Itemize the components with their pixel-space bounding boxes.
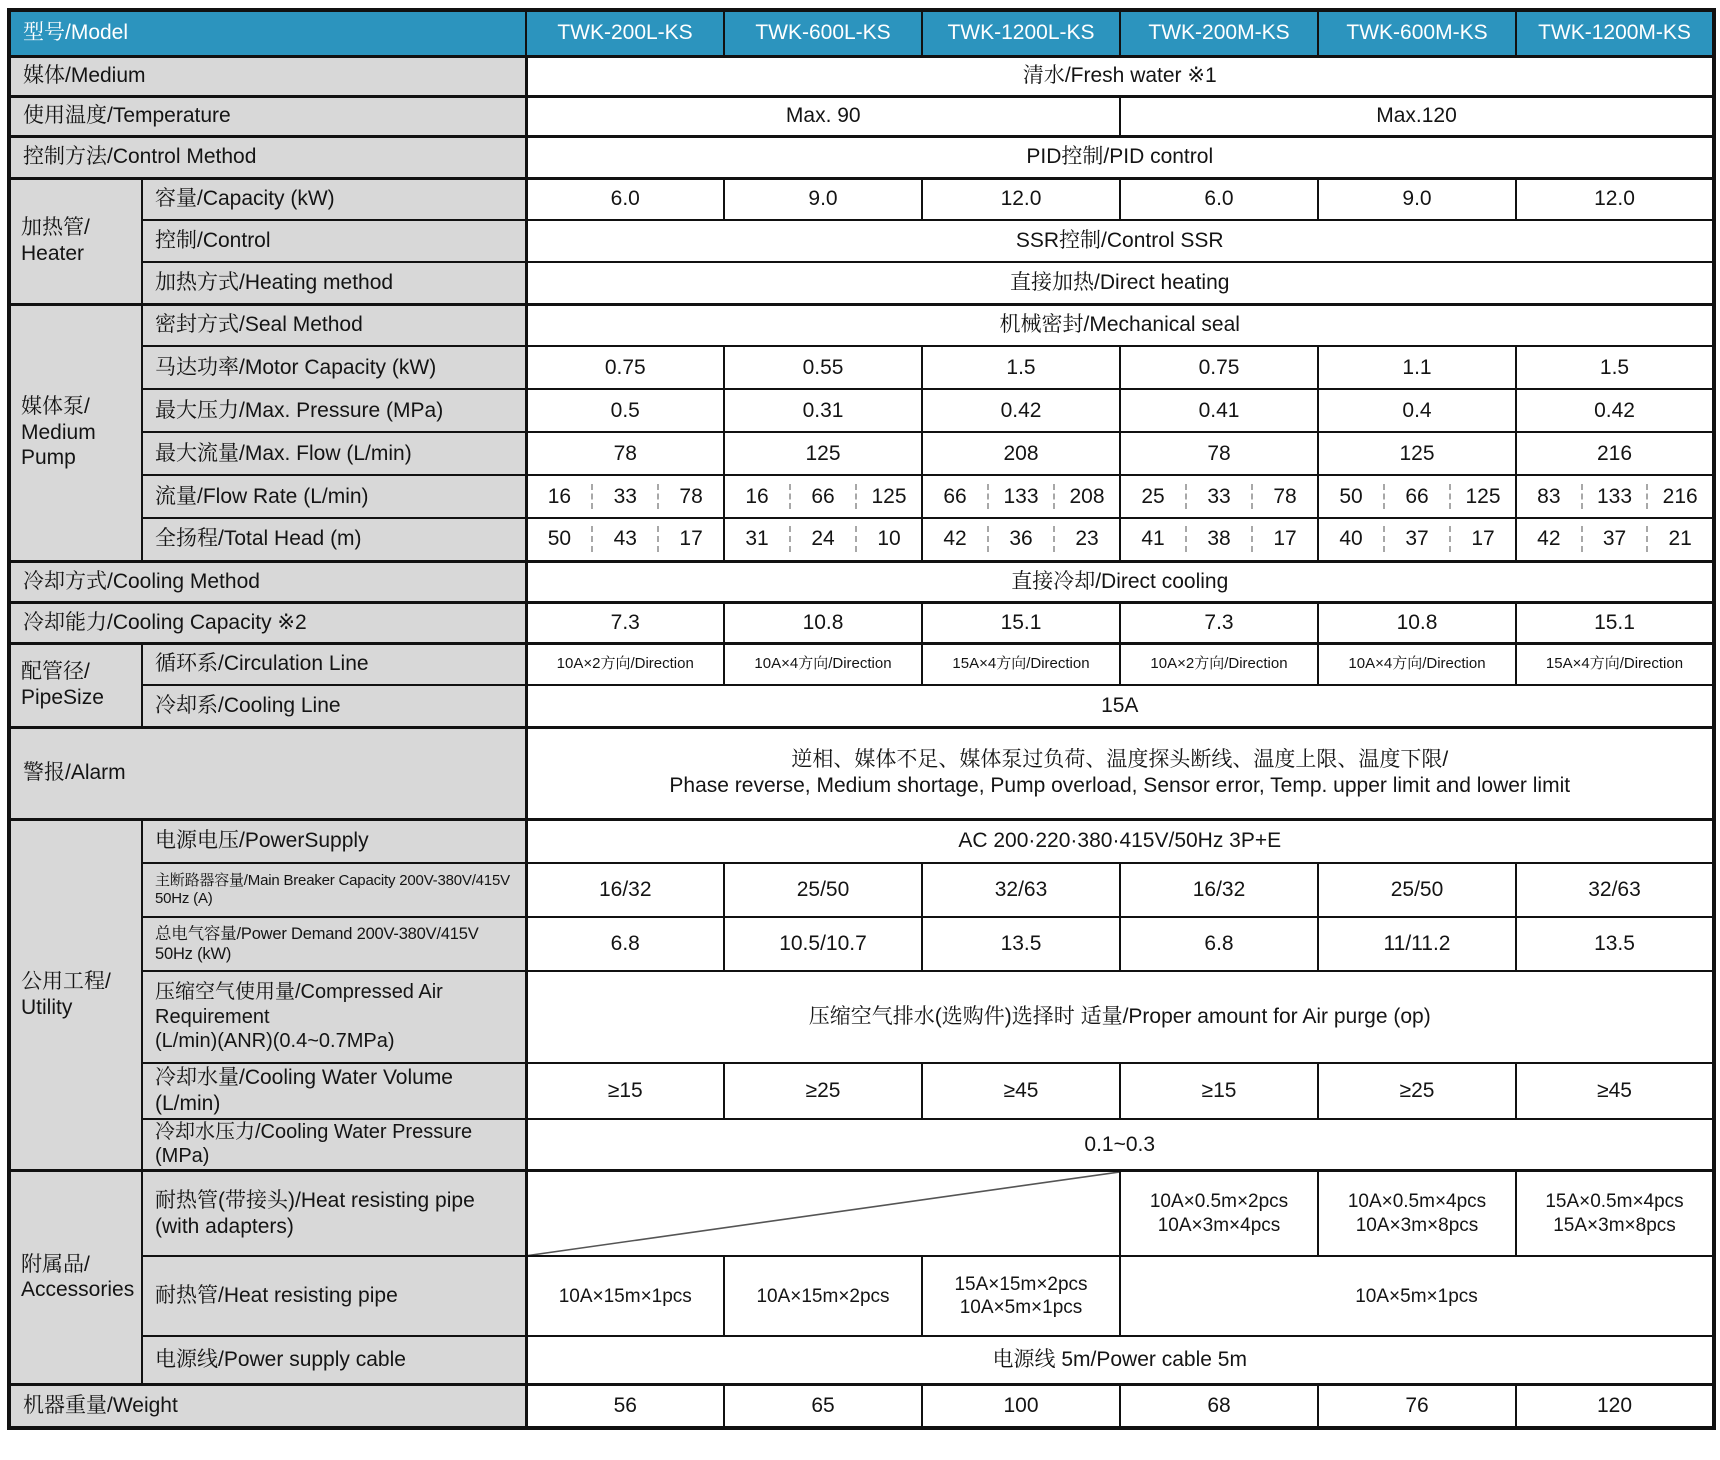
flow-rate-cell	[922, 475, 1120, 518]
weight-row	[9, 1384, 1714, 1428]
total-head-value: 23	[1053, 526, 1119, 552]
model-header-col6: TWK-1200M-KS	[1516, 10, 1714, 56]
power-cable-label: 电源线/Power supply cable	[142, 1336, 526, 1384]
heat-pipe-row	[9, 1256, 1714, 1336]
pipe-value-line: 10A×5m×1pcs	[959, 1297, 1083, 1319]
max-flow-value: 125	[1318, 432, 1516, 475]
motor-capacity-value: 1.5	[1516, 346, 1714, 389]
max-flow-value: 78	[526, 432, 724, 475]
power-supply-label: 电源电压/PowerSupply	[142, 819, 526, 863]
heater-control-row	[9, 220, 1714, 262]
flow-rate-value: 66	[943, 484, 967, 508]
control-method-label: 控制方法/Control Method	[9, 136, 526, 178]
capacity-value: 12.0	[1516, 178, 1714, 220]
power-demand-value: 11/11.2	[1318, 917, 1516, 971]
alarm-line-zh: 逆相、媒体不足、媒体泵过负荷、温度探头断线、温度上限、温度下限/	[791, 748, 1449, 772]
total-head-value: 41	[1141, 527, 1165, 551]
total-head-row	[9, 518, 1714, 561]
circulation-line-value: 10A×4方向/Direction	[724, 643, 922, 685]
heat-pipe-value	[922, 1256, 1120, 1336]
cooling-capacity-value: 15.1	[922, 602, 1120, 643]
cooling-method-label: 冷却方式/Cooling Method	[9, 561, 526, 602]
diagonal-slash	[528, 1172, 1120, 1256]
total-head-cell	[1318, 518, 1516, 561]
flow-rate-value: 83	[1537, 484, 1561, 508]
alarm-line-en: Phase reverse, Medium shortage, Pump overload, Sensor error, Temp. upper limit and lower limit	[669, 774, 1571, 797]
cooling-capacity-value: 7.3	[526, 602, 724, 643]
total-head-value: 43	[591, 526, 657, 552]
medium-label: 媒体/Medium	[9, 56, 526, 96]
cooling-water-volume-value: ≥25	[724, 1063, 922, 1119]
utility-group-label	[9, 819, 142, 1170]
total-head-value: 50	[547, 527, 572, 551]
power-demand-value: 6.8	[1120, 917, 1318, 971]
group-label-en: Pump	[21, 446, 76, 470]
power-demand-label: 总电气容量/Power Demand 200V-380V/415V 50Hz (kW)	[142, 917, 526, 971]
flow-rate-value: 133	[987, 484, 1053, 510]
cooling-water-volume-label: 冷却水量/Cooling Water Volume (L/min)	[142, 1063, 526, 1119]
cooling-capacity-value: 7.3	[1120, 602, 1318, 643]
cooling-capacity-row	[9, 602, 1714, 643]
flow-rate-value: 33	[591, 484, 657, 510]
control-method-row	[9, 136, 1714, 178]
pipe-value-line: 15A×3m×8pcs	[1553, 1214, 1676, 1236]
main-breaker-value: 25/50	[1318, 863, 1516, 917]
flow-rate-row	[9, 475, 1714, 518]
power-demand-value: 13.5	[1516, 917, 1714, 971]
accessories-group-label	[9, 1170, 142, 1384]
pipe-value-line: 10A×3m×4pcs	[1157, 1214, 1281, 1236]
max-pressure-value: 0.42	[1516, 389, 1714, 432]
spec-table	[7, 8, 1716, 1430]
capacity-value: 6.0	[1120, 178, 1318, 220]
pipe-value-line: 10A×0.5m×2pcs	[1149, 1191, 1289, 1213]
weight-value: 56	[526, 1384, 724, 1428]
flow-rate-value: 133	[1581, 484, 1647, 510]
pipe-with-adapters-label-line1: 耐热管(带接头)/Heat resisting pipe	[155, 1188, 475, 1212]
cooling-water-pressure-value: 0.1~0.3	[526, 1119, 1714, 1170]
total-head-value: 37	[1383, 526, 1449, 552]
max-flow-value: 208	[922, 432, 1120, 475]
cooling-capacity-value: 15.1	[1516, 602, 1714, 643]
heat-pipe-value-merged: 10A×5m×1pcs	[1120, 1256, 1714, 1336]
weight-label: 机器重量/Weight	[9, 1384, 526, 1428]
main-breaker-row	[9, 863, 1714, 917]
compressed-air-label-line2: (L/min)(ANR)(0.4~0.7MPa)	[155, 1030, 395, 1053]
circulation-line-value: 15A×4方向/Direction	[922, 643, 1120, 685]
flow-rate-value: 66	[789, 484, 855, 510]
total-head-value: 37	[1581, 526, 1647, 552]
total-head-value: 40	[1339, 527, 1363, 551]
total-head-value: 36	[987, 526, 1053, 552]
total-head-cell	[724, 518, 922, 561]
group-label-en: PipeSize	[21, 686, 104, 709]
flow-rate-value: 66	[1383, 484, 1449, 510]
cooling-line-label: 冷却系/Cooling Line	[142, 685, 526, 727]
heating-method-label: 加热方式/Heating method	[142, 262, 526, 304]
max-flow-label: 最大流量/Max. Flow (L/min)	[142, 432, 526, 475]
pipe-value-line: 10A×0.5m×4pcs	[1347, 1191, 1487, 1213]
total-head-value: 10	[855, 526, 921, 552]
heater-control-label: 控制/Control	[142, 220, 526, 262]
pipe-value-line: 15A×15m×2pcs	[954, 1274, 1088, 1296]
medium-row	[9, 56, 1714, 96]
pipe-with-adapters-value	[1516, 1170, 1714, 1256]
capacity-label: 容量/Capacity (kW)	[142, 178, 526, 220]
pipe-with-adapters-value	[1120, 1170, 1318, 1256]
flow-rate-value: 208	[1053, 484, 1119, 510]
model-header-col5: TWK-600M-KS	[1318, 10, 1516, 56]
power-supply-row	[9, 819, 1714, 863]
cooling-water-volume-value: ≥45	[922, 1063, 1120, 1119]
cooling-capacity-value: 10.8	[724, 602, 922, 643]
cooling-line-row	[9, 685, 1714, 727]
power-cable-row	[9, 1336, 1714, 1384]
total-head-value: 17	[657, 526, 723, 552]
main-breaker-value: 25/50	[724, 863, 922, 917]
power-demand-value: 13.5	[922, 917, 1120, 971]
weight-value: 76	[1318, 1384, 1516, 1428]
total-head-value: 31	[745, 527, 769, 551]
total-head-value: 38	[1185, 526, 1251, 552]
pump-group-label	[9, 304, 142, 561]
diagonal-empty-cell	[526, 1170, 1120, 1256]
flow-rate-value: 216	[1646, 484, 1712, 510]
group-label-zh: 加热管/	[21, 216, 90, 240]
heating-method-row	[9, 262, 1714, 304]
main-breaker-value: 32/63	[922, 863, 1120, 917]
group-label-zh: 媒体泵/	[21, 395, 90, 419]
cooling-water-volume-value: ≥25	[1318, 1063, 1516, 1119]
cooling-water-pressure-label: 冷却水压力/Cooling Water Pressure (MPa)	[142, 1119, 526, 1170]
pipe-with-adapters-row	[9, 1170, 1714, 1256]
cooling-capacity-value: 10.8	[1318, 602, 1516, 643]
weight-value: 65	[724, 1384, 922, 1428]
main-breaker-value: 32/63	[1516, 863, 1714, 917]
flow-rate-cell	[1318, 475, 1516, 518]
temperature-value-M: Max.120	[1120, 96, 1714, 136]
max-flow-value: 216	[1516, 432, 1714, 475]
flow-rate-value: 25	[1141, 484, 1165, 508]
motor-capacity-row	[9, 346, 1714, 389]
group-label-en: Medium	[21, 420, 96, 444]
capacity-value: 9.0	[724, 178, 922, 220]
header-row	[9, 10, 1714, 56]
power-supply-value: AC 200·220·380·415V/50Hz 3P+E	[526, 819, 1714, 863]
max-flow-value: 125	[724, 432, 922, 475]
cooling-capacity-label: 冷却能力/Cooling Capacity ※2	[9, 602, 526, 643]
group-label-zh: 配管径/	[21, 660, 90, 684]
total-head-cell	[922, 518, 1120, 561]
heater-capacity-row	[9, 178, 1714, 220]
max-pressure-value: 0.41	[1120, 389, 1318, 432]
model-header-col2: TWK-600L-KS	[724, 10, 922, 56]
flow-rate-value: 125	[1449, 484, 1515, 510]
pipe-value-line: 15A×0.5m×4pcs	[1545, 1191, 1684, 1213]
total-head-cell	[1120, 518, 1318, 561]
motor-capacity-value: 0.75	[526, 346, 724, 389]
cooling-method-value: 直接冷却/Direct cooling	[526, 561, 1714, 602]
max-pressure-value: 0.31	[724, 389, 922, 432]
cooling-water-volume-value: ≥15	[1120, 1063, 1318, 1119]
max-pressure-row	[9, 389, 1714, 432]
flow-rate-value: 16	[745, 484, 769, 508]
motor-capacity-value: 0.55	[724, 346, 922, 389]
alarm-label: 警报/Alarm	[9, 727, 526, 819]
weight-value: 120	[1516, 1384, 1714, 1428]
flow-rate-value: 50	[1339, 484, 1363, 508]
circulation-line-value: 15A×4方向/Direction	[1516, 643, 1714, 685]
model-header-label: 型号/Model	[9, 10, 526, 56]
flow-rate-value: 78	[1251, 484, 1317, 510]
total-head-value: 17	[1449, 526, 1515, 552]
main-breaker-value: 16/32	[1120, 863, 1318, 917]
cooling-water-volume-value: ≥15	[526, 1063, 724, 1119]
flow-rate-label: 流量/Flow Rate (L/min)	[142, 475, 526, 518]
flow-rate-cell	[1516, 475, 1714, 518]
model-header-col3: TWK-1200L-KS	[922, 10, 1120, 56]
seal-method-value: 机械密封/Mechanical seal	[526, 304, 1714, 346]
power-cable-value: 电源线 5m/Power cable 5m	[526, 1336, 1714, 1384]
heater-group-label	[9, 178, 142, 304]
circulation-line-value: 10A×4方向/Direction	[1318, 643, 1516, 685]
max-flow-row	[9, 432, 1714, 475]
flow-rate-value: 78	[657, 484, 723, 510]
medium-value: 清水/Fresh water ※1	[526, 56, 1714, 96]
motor-capacity-value: 0.75	[1120, 346, 1318, 389]
compressed-air-row	[9, 971, 1714, 1063]
total-head-cell	[1516, 518, 1714, 561]
main-breaker-label: 主断路器容量/Main Breaker Capacity 200V-380V/415V 50Hz (A)	[142, 863, 526, 917]
total-head-value: 17	[1251, 526, 1317, 552]
heat-pipe-value: 10A×15m×2pcs	[724, 1256, 922, 1336]
total-head-value: 24	[789, 526, 855, 552]
group-label-en: Accessories	[21, 1278, 135, 1302]
flow-rate-value: 16	[547, 484, 572, 508]
heat-pipe-label: 耐热管/Heat resisting pipe	[142, 1256, 526, 1336]
cooling-method-row	[9, 561, 1714, 602]
motor-capacity-label: 马达功率/Motor Capacity (kW)	[142, 346, 526, 389]
power-demand-row	[9, 917, 1714, 971]
circulation-line-row	[9, 643, 1714, 685]
heater-control-value: SSR控制/Control SSR	[526, 220, 1714, 262]
pipe-with-adapters-value	[1318, 1170, 1516, 1256]
flow-rate-value: 125	[855, 484, 921, 510]
power-demand-value: 10.5/10.7	[724, 917, 922, 971]
max-pressure-label: 最大压力/Max. Pressure (MPa)	[142, 389, 526, 432]
weight-value: 100	[922, 1384, 1120, 1428]
capacity-value: 9.0	[1318, 178, 1516, 220]
total-head-label: 全扬程/Total Head (m)	[142, 518, 526, 561]
group-label-zh: 公用工程/	[21, 970, 111, 994]
motor-capacity-value: 1.1	[1318, 346, 1516, 389]
circulation-line-value: 10A×2方向/Direction	[526, 643, 724, 685]
cooling-line-value: 15A	[526, 685, 1714, 727]
motor-capacity-value: 1.5	[922, 346, 1120, 389]
compressed-air-label	[142, 971, 526, 1063]
max-pressure-value: 0.5	[526, 389, 724, 432]
pipe-size-group-label	[9, 643, 142, 727]
total-head-value: 42	[943, 527, 967, 551]
circulation-line-label: 循环系/Circulation Line	[142, 643, 526, 685]
temperature-label: 使用温度/Temperature	[9, 96, 526, 136]
max-pressure-value: 0.42	[922, 389, 1120, 432]
model-header-col1: TWK-200L-KS	[526, 10, 724, 56]
temperature-row	[9, 96, 1714, 136]
group-label-en: Heater	[21, 242, 85, 265]
total-head-value: 21	[1646, 526, 1712, 552]
flow-rate-value: 33	[1185, 484, 1251, 510]
group-label-en: Utility	[21, 995, 73, 1019]
model-header-col4: TWK-200M-KS	[1120, 10, 1318, 56]
max-flow-value: 78	[1120, 432, 1318, 475]
capacity-value: 12.0	[922, 178, 1120, 220]
alarm-value	[526, 727, 1714, 819]
total-head-cell	[526, 518, 724, 561]
temperature-value-L: Max. 90	[526, 96, 1120, 136]
main-breaker-value: 16/32	[526, 863, 724, 917]
pipe-with-adapters-label-line2: (with adapters)	[155, 1214, 294, 1238]
capacity-value: 6.0	[526, 178, 724, 220]
control-method-value: PID控制/PID control	[526, 136, 1714, 178]
pipe-value-line: 10A×3m×8pcs	[1355, 1214, 1479, 1236]
alarm-row	[9, 727, 1714, 819]
cooling-water-volume-row	[9, 1063, 1714, 1119]
heating-method-value: 直接加热/Direct heating	[526, 262, 1714, 304]
power-demand-value: 6.8	[526, 917, 724, 971]
total-head-value: 42	[1537, 527, 1561, 551]
seal-method-row	[9, 304, 1714, 346]
compressed-air-value: 压缩空气排水(选购件)选择时 适量/Proper amount for Air purge (op)	[526, 971, 1714, 1063]
flow-rate-cell	[724, 475, 922, 518]
cooling-water-volume-value: ≥45	[1516, 1063, 1714, 1119]
pipe-with-adapters-label	[142, 1170, 526, 1256]
flow-rate-cell	[1120, 475, 1318, 518]
group-label-zh: 附属品/	[21, 1252, 90, 1276]
heat-pipe-value: 10A×15m×1pcs	[526, 1256, 724, 1336]
max-pressure-value: 0.4	[1318, 389, 1516, 432]
compressed-air-label-line1: 压缩空气使用量/Compressed Air Requirement	[155, 981, 443, 1028]
cooling-water-pressure-row	[9, 1119, 1714, 1170]
circulation-line-value: 10A×2方向/Direction	[1120, 643, 1318, 685]
seal-method-label: 密封方式/Seal Method	[142, 304, 526, 346]
flow-rate-cell	[526, 475, 724, 518]
weight-value: 68	[1120, 1384, 1318, 1428]
